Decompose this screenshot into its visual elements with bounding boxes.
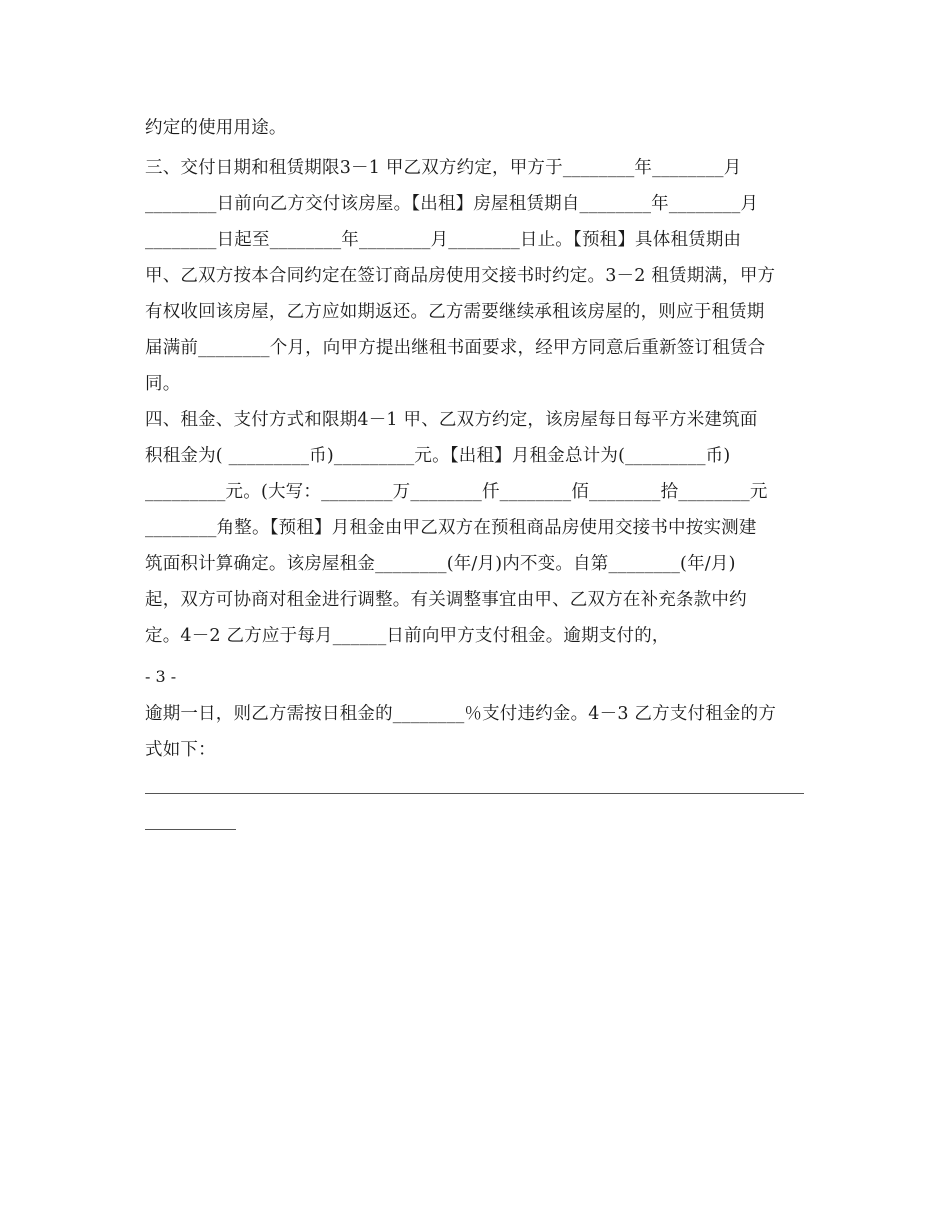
blank-fill-line [145, 829, 236, 830]
text-line: 积租金为( _________币)_________元。【出租】月租金总计为(_________币) [145, 446, 731, 466]
text-line: 四、租金、支付方式和限期4－1 甲、乙双方约定，该房屋每日每平方米建筑面 [145, 410, 758, 430]
text-line: 三、交付日期和租赁期限3－1 甲乙双方约定，甲方于________年________月 [145, 158, 742, 178]
text-line: ________日起至________年________月________日止。【预租】具体租赁期由 [145, 230, 742, 250]
text-line: 定。4－2 乙方应于每月______日前向甲方支付租金。逾期支付的， [145, 626, 670, 646]
text-line: ________日前向乙方交付该房屋。【出租】房屋租赁期自________年________月 [145, 194, 759, 214]
text-line: 起，双方可协商对租金进行调整。有关调整事宜由甲、乙双方在补充条款中约 [145, 590, 747, 610]
text-line: _________元。(大写：________万________仟________佰________拾________元 [145, 482, 768, 502]
text-line: 甲、乙双方按本合同约定在签订商品房使用交接书时约定。3－2 租赁期满，甲方 [145, 266, 776, 286]
text-line: ________角整。【预租】月租金由甲乙双方在预租商品房使用交接书中按实测建 [145, 518, 757, 538]
blank-fill-line [145, 793, 804, 794]
text-line: 筑面积计算确定。该房屋租金________(年/月)内不变。自第________(年/月) [145, 554, 736, 574]
text-line: 式如下： [145, 740, 216, 760]
page-number: - 3 - [145, 667, 177, 686]
text-line: 届满前________个月，向甲方提出继租书面要求，经甲方同意后重新签订租赁合 [145, 338, 766, 358]
text-line: 有权收回该房屋，乙方应如期返还。乙方需要继续承租该房屋的，则应于租赁期 [145, 302, 765, 322]
text-line: 约定的使用用途。 [145, 118, 287, 138]
text-line: 同。 [145, 374, 181, 394]
text-line: 逾期一日，则乙方需按日租金的________％支付违约金。4－3 乙方支付租金的方 [145, 704, 777, 724]
